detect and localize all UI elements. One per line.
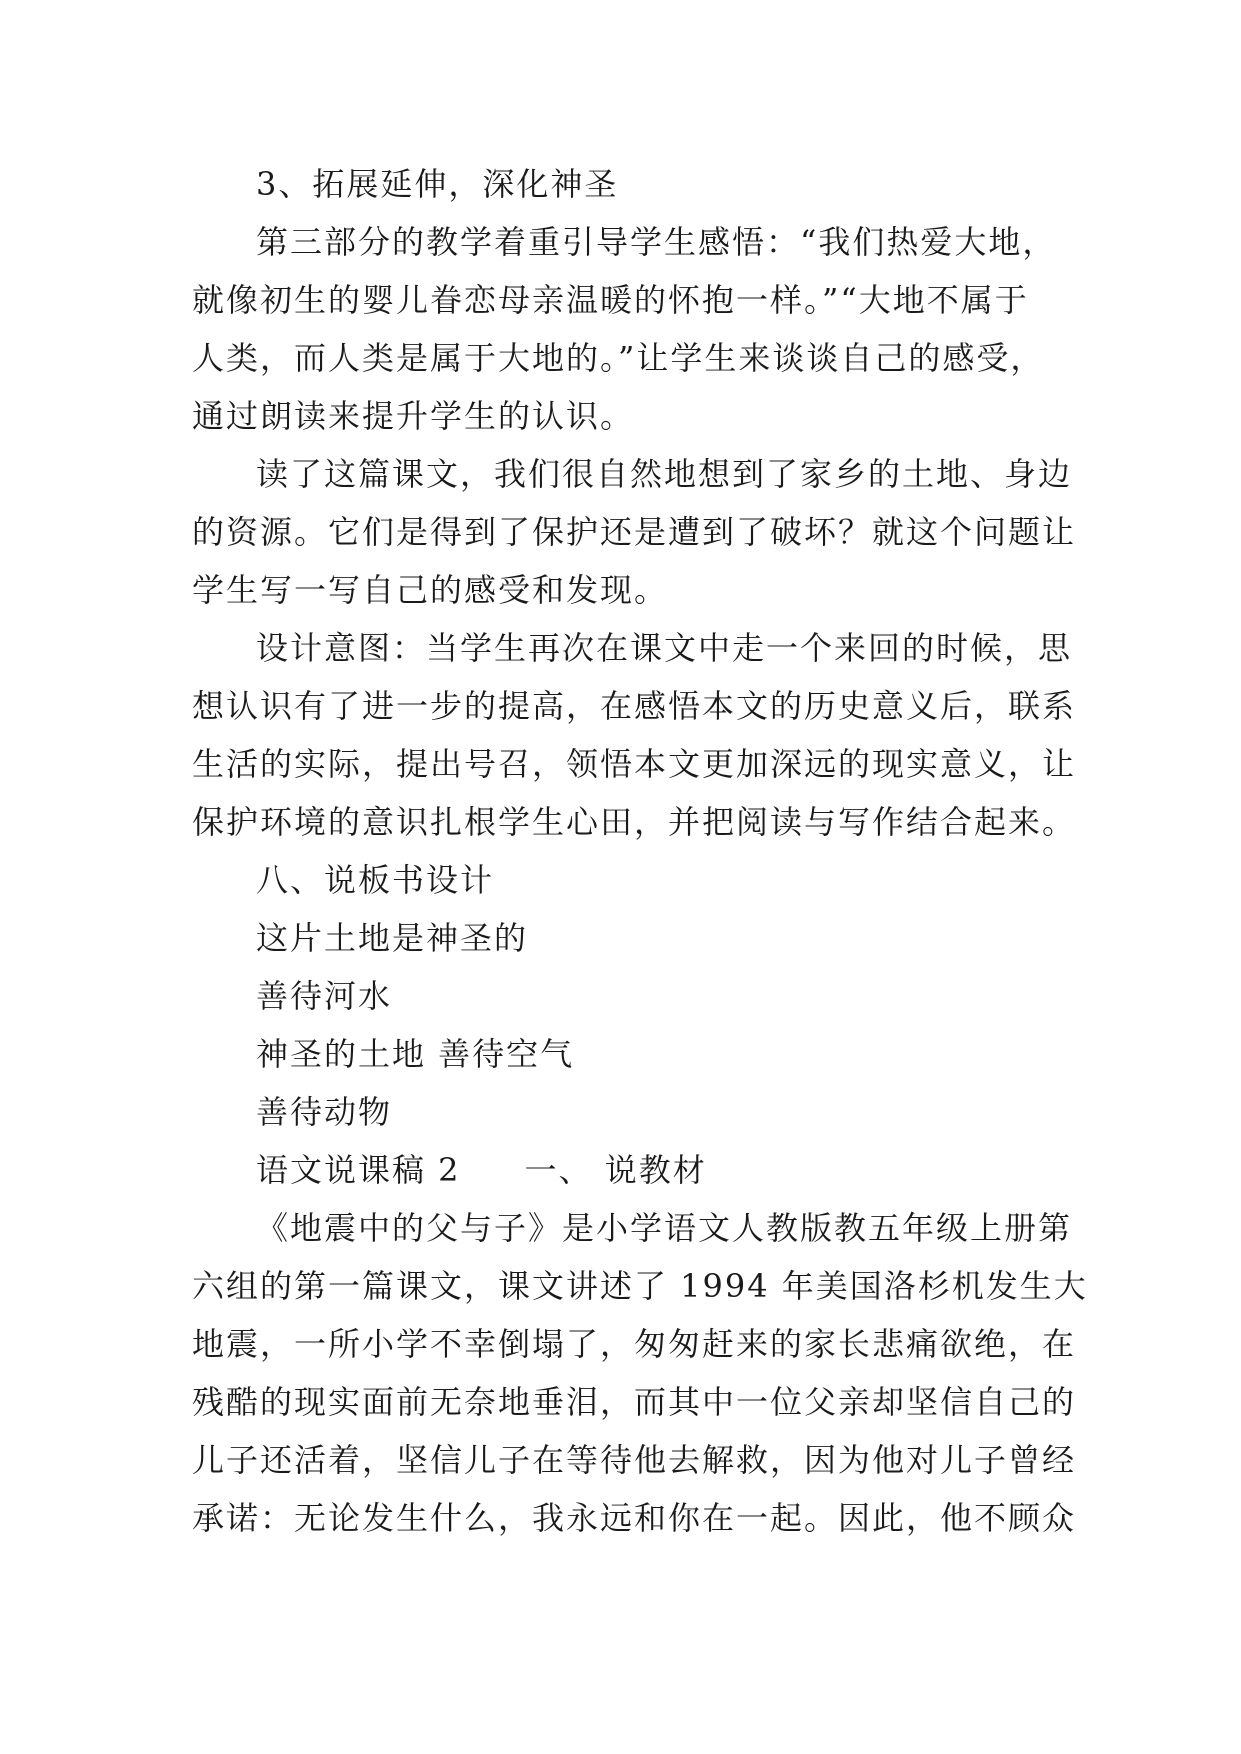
text-line: 神圣的土地 善待空气 xyxy=(256,1035,575,1073)
text-line: 读了这篇课文，我们很自然地想到了家乡的土地、身边 xyxy=(256,455,1073,493)
section-heading xyxy=(192,1141,1072,1199)
text-line: 3、拓展延伸，深化神圣 xyxy=(256,165,619,203)
text-line: 地震，一所小学不幸倒塌了，匆匆赶来的家长悲痛欲绝，在 xyxy=(192,1325,1077,1363)
text-line: 六组的第一篇课文，课文讲述了 1994 年美国洛杉机发生大 xyxy=(192,1267,1088,1305)
text-line: 保护环境的意识扎根学生心田，并把阅读与写作结合起来。 xyxy=(192,803,1077,841)
text-line: 八、说板书设计 xyxy=(256,861,495,899)
document-body xyxy=(192,155,1088,1547)
text-line: 残酷的现实面前无奈地垂泪，而其中一位父亲却坚信自己的 xyxy=(192,1383,1077,1421)
heading-left: 语文说课稿 2 xyxy=(256,1151,461,1189)
heading-right: 一、 说教材 xyxy=(524,1151,707,1189)
text-block-1 xyxy=(192,155,1077,1141)
text-line: 承诺：无论发生什么，我永远和你在一起。因此，他不顾众 xyxy=(192,1499,1077,1537)
text-line: 第三部分的教学着重引导学生感悟：“我们热爱大地， xyxy=(256,223,1057,261)
text-line: 生活的实际，提出号召，领悟本文更加深远的现实意义，让 xyxy=(192,745,1077,783)
text-line: 学生写一写自己的感受和发现。 xyxy=(192,571,669,609)
text-line: 善待河水 xyxy=(256,977,393,1015)
text-line: 这片土地是神圣的 xyxy=(256,919,529,957)
text-block-2 xyxy=(192,1199,1088,1547)
text-line: 《地震中的父与子》是小学语文人教版教五年级上册第 xyxy=(256,1209,1073,1247)
text-line: 的资源。它们是得到了保护还是遭到了破坏？就这个问题让 xyxy=(192,513,1077,551)
text-line: 儿子还活着，坚信儿子在等待他去解救，因为他对儿子曾经 xyxy=(192,1441,1077,1479)
text-line: 通过朗读来提升学生的认识。 xyxy=(192,397,635,435)
text-line: 就像初生的婴儿眷恋母亲温暖的怀抱一样。”“大地不属于 xyxy=(192,281,1029,319)
text-line: 想认识有了进一步的提高，在感悟本文的历史意义后，联系 xyxy=(192,687,1077,725)
text-line: 善待动物 xyxy=(256,1093,393,1131)
text-line: 人类，而人类是属于大地的。”让学生来谈谈自己的感受， xyxy=(192,339,1045,377)
text-line: 设计意图：当学生再次在课文中走一个来回的时候，思 xyxy=(256,629,1073,667)
